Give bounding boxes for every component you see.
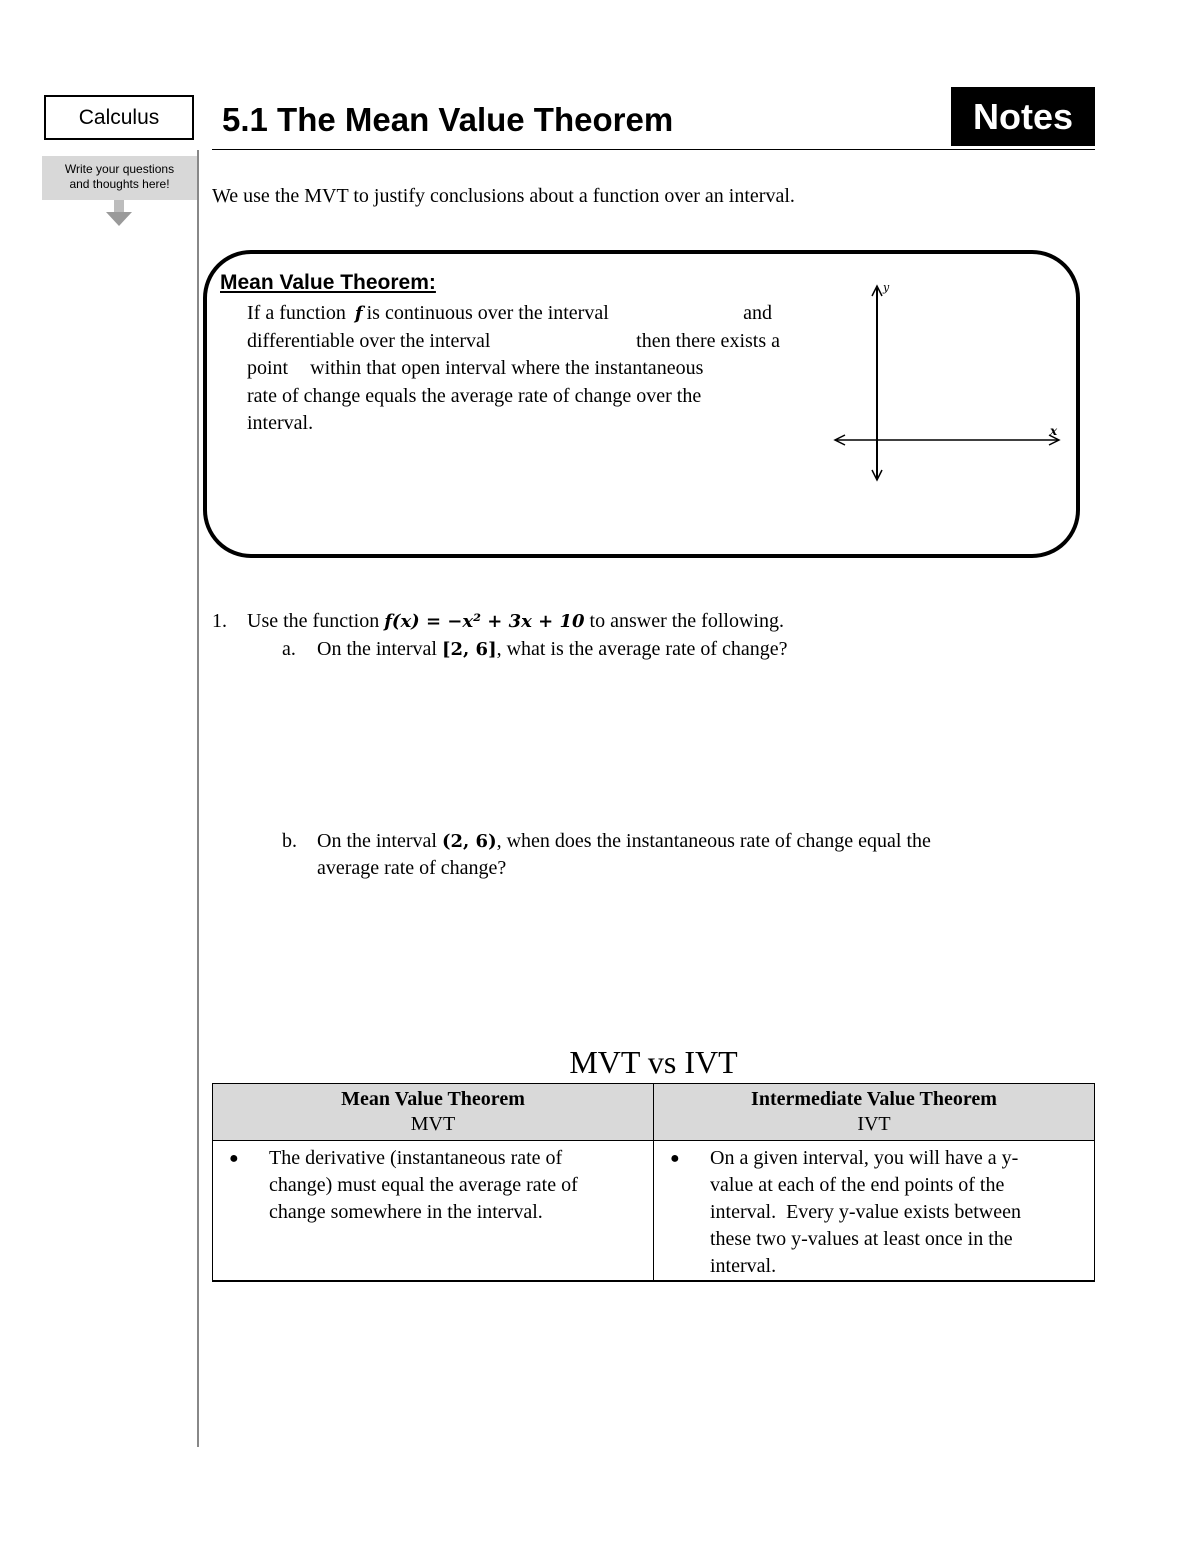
theorem-heading: Mean Value Theorem: bbox=[220, 271, 436, 294]
mvt-header-title: Mean Value Theorem bbox=[341, 1088, 525, 1110]
down-arrow-icon bbox=[104, 200, 134, 228]
question-1b-suffix: , when does the instantaneous rate of change equal the bbox=[496, 830, 931, 852]
mvt-line-2: change) must equal the average rate of bbox=[269, 1174, 578, 1196]
mvt-line-1: The derivative (instantaneous rate of bbox=[269, 1147, 563, 1169]
margin-hint bbox=[42, 156, 197, 200]
ivt-bullet bbox=[664, 1145, 1084, 1280]
notes-badge-label: Notes bbox=[972, 95, 1074, 137]
theorem-line-3 bbox=[247, 355, 792, 383]
course-label-box bbox=[44, 95, 194, 140]
theorem-text-1c: and bbox=[743, 302, 772, 324]
theorem-line-4: rate of change equals the average rate of change over the bbox=[247, 384, 702, 407]
margin-hint-line-1: Write your questions bbox=[64, 162, 175, 176]
title-underline bbox=[212, 149, 1095, 150]
ivt-header bbox=[654, 1084, 1095, 1141]
theorem-line-2 bbox=[247, 328, 792, 356]
mvt-header bbox=[213, 1084, 654, 1141]
notes-badge bbox=[951, 87, 1095, 146]
comparison-header-row bbox=[213, 1084, 1095, 1141]
x-axis-label: x bbox=[1050, 424, 1058, 438]
question-1b-line-2: average rate of change? bbox=[317, 857, 507, 879]
y-axis-label: y bbox=[883, 281, 890, 294]
theorem-text-3a: point bbox=[247, 357, 289, 379]
comparison-caption: MVT vs IVT bbox=[569, 1044, 738, 1080]
mvt-bullet-text bbox=[269, 1145, 578, 1226]
course-label: Calculus bbox=[78, 105, 160, 129]
comparison-table bbox=[212, 1083, 1095, 1282]
page-title: 5.1 The Mean Value Theorem bbox=[222, 101, 674, 138]
ivt-line-1: On a given interval, you will have a y- bbox=[710, 1147, 1019, 1169]
question-1b-letter: b. bbox=[282, 830, 297, 852]
mvt-header-abbr: MVT bbox=[410, 1113, 456, 1135]
question-1a bbox=[282, 638, 788, 661]
question-1b bbox=[282, 828, 1042, 882]
question-1-prefix: Use the function bbox=[247, 610, 385, 632]
question-1 bbox=[212, 610, 784, 633]
theorem-text-2b: then there exists a bbox=[636, 329, 780, 352]
theorem-line-5: interval. bbox=[247, 412, 314, 434]
theorem-text-3b: within that open interval where the instantaneous bbox=[310, 357, 704, 379]
question-1b-line-1 bbox=[282, 828, 1042, 855]
ivt-line-4: these two y-values at least once in the bbox=[710, 1228, 1013, 1250]
margin-hint-line-2: and thoughts here! bbox=[69, 177, 170, 191]
theorem-text-2a: differentiable over the interval bbox=[247, 329, 491, 352]
ivt-line-3: interval. Every y-value exists between bbox=[710, 1201, 1021, 1223]
question-1b-prefix: On the interval bbox=[317, 830, 442, 852]
function-symbol: f bbox=[354, 303, 363, 324]
theorem-line-1 bbox=[247, 300, 792, 328]
mvt-cell bbox=[213, 1141, 654, 1282]
question-1a-suffix: , what is the average rate of change? bbox=[496, 638, 788, 660]
question-number: 1. bbox=[212, 610, 227, 632]
notes-margin-divider bbox=[197, 150, 199, 1447]
ivt-line-5: interval. bbox=[710, 1255, 777, 1277]
ivt-bullet-text bbox=[710, 1145, 1021, 1280]
question-1a-prefix: On the interval bbox=[317, 638, 442, 660]
question-1-function: f(x) = −x² + 3x + 10 bbox=[384, 611, 585, 632]
mvt-bullet bbox=[223, 1145, 643, 1226]
ivt-header-abbr: IVT bbox=[857, 1113, 891, 1135]
ivt-line-2: value at each of the end points of the bbox=[710, 1174, 1005, 1196]
mvt-line-3: change somewhere in the interval. bbox=[269, 1201, 543, 1223]
question-1a-interval: [2, 6] bbox=[441, 639, 497, 660]
theorem-text-1b: is continuous over the interval bbox=[366, 302, 609, 324]
theorem-text-1a: If a function bbox=[247, 302, 351, 324]
bullet-icon: ● bbox=[229, 1150, 239, 1167]
coordinate-axes bbox=[830, 280, 1070, 485]
ivt-header-title: Intermediate Value Theorem bbox=[751, 1088, 997, 1110]
question-1-suffix: to answer the following. bbox=[584, 610, 784, 632]
question-1a-letter: a. bbox=[282, 638, 296, 660]
comparison-body-row bbox=[213, 1141, 1095, 1282]
theorem-statement bbox=[247, 300, 792, 438]
bullet-icon: ● bbox=[670, 1150, 680, 1167]
ivt-cell bbox=[654, 1141, 1095, 1282]
intro-text: We use the MVT to justify conclusions about a function over an interval. bbox=[212, 185, 795, 207]
question-1b-interval: (2, 6) bbox=[441, 831, 497, 852]
